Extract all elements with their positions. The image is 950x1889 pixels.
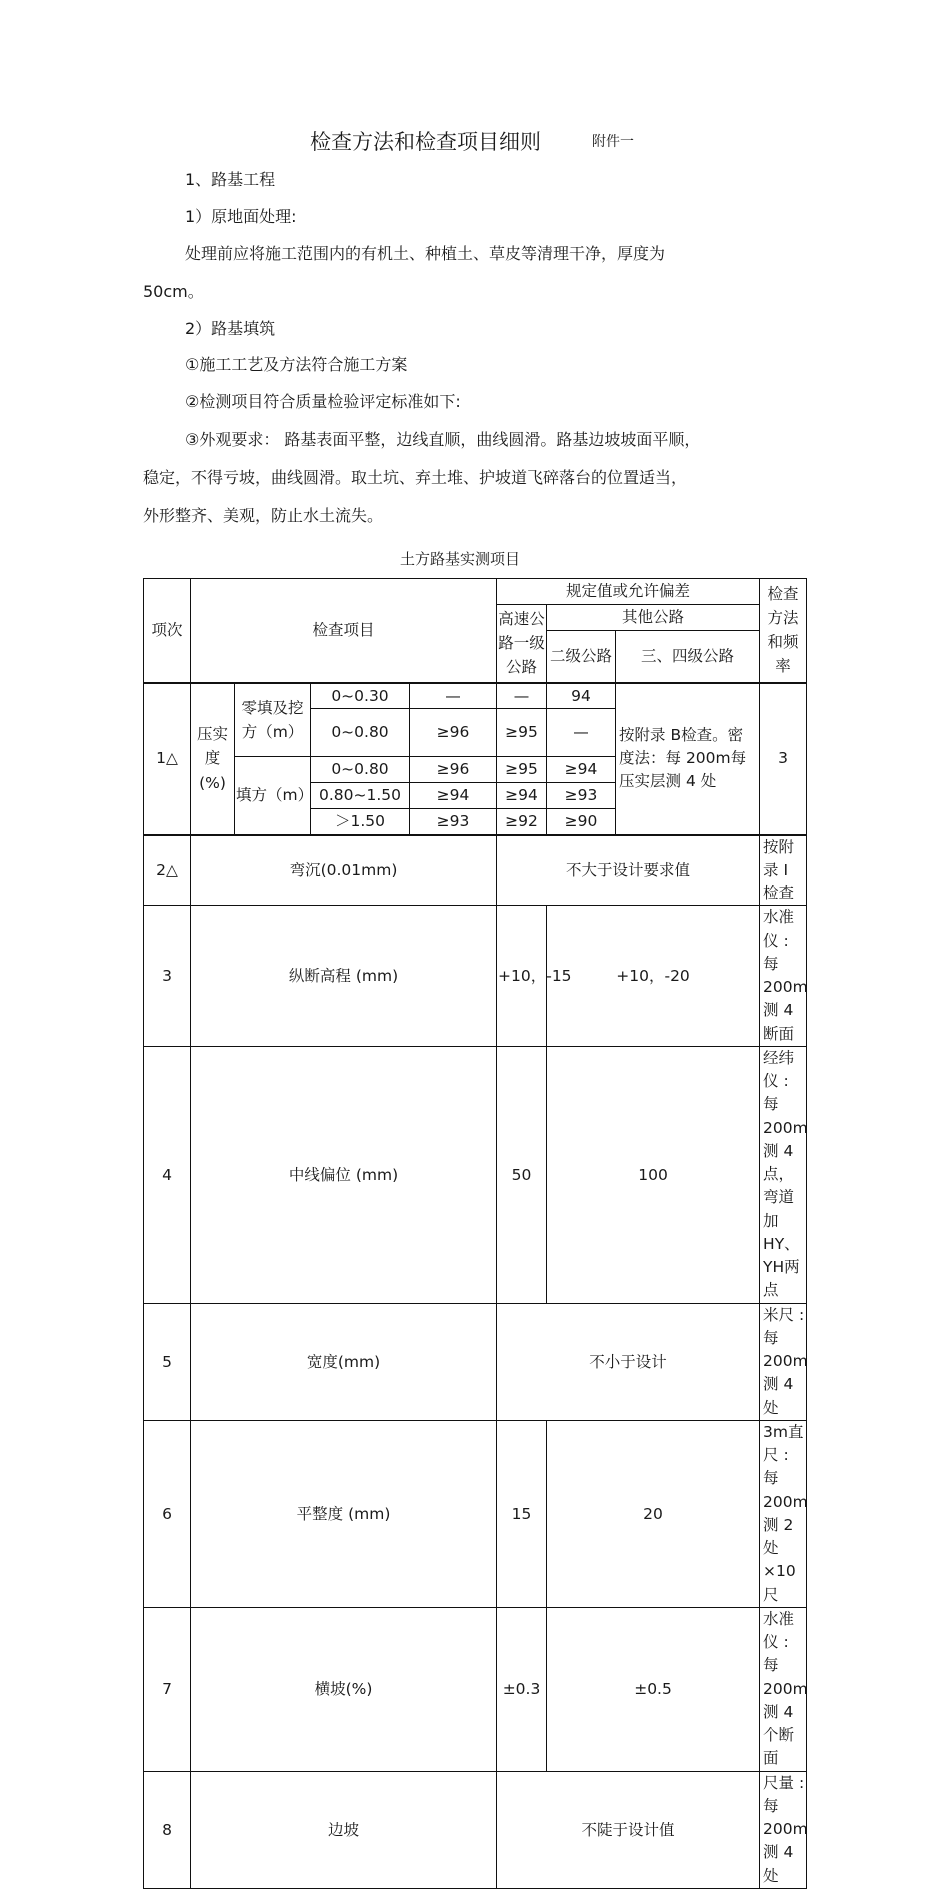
row1-seq: 1△ xyxy=(144,683,191,835)
row4-v2: 100 xyxy=(547,1046,760,1303)
row6-item: 平整度 (mm) xyxy=(191,1420,497,1607)
row5-value: 不小于设计 xyxy=(497,1303,760,1420)
header-grade34: 三、四级公路 xyxy=(616,631,760,683)
row7-method: 水准仪 : 每 200m测 4 个断面 xyxy=(760,1607,807,1771)
row7-v2: ±0.5 xyxy=(547,1607,760,1771)
row1-v1: ≥96 xyxy=(410,757,497,783)
section-heading: 1、路基工程 xyxy=(185,170,276,189)
row5-method: 米尺 : 每 200m测 4 处 xyxy=(760,1303,807,1420)
row1-depth: ＞1.50 xyxy=(311,809,410,835)
row1-v3: ≥90 xyxy=(547,809,616,835)
header-seq: 项次 xyxy=(144,579,191,683)
page-title: 检查方法和检查项目细则 xyxy=(310,130,541,154)
row1-zero-fill: 零填及挖方（m） xyxy=(235,683,311,757)
row1-v2: ≥95 xyxy=(497,757,547,783)
row1-name: 压实度(%) xyxy=(191,683,235,835)
row1-v1: ≥96 xyxy=(410,709,497,757)
row8-seq: 8 xyxy=(144,1771,191,1888)
row5-seq: 5 xyxy=(144,1303,191,1420)
row5-item: 宽度(mm) xyxy=(191,1303,497,1420)
row1-v3: — xyxy=(547,709,616,757)
row7-seq: 7 xyxy=(144,1607,191,1771)
row4-method: 经纬仪 : 每 200m测 4 点，弯道加 HY、YH两点 xyxy=(760,1046,807,1303)
paragraph-line: 50cm。 xyxy=(143,282,204,301)
row6-v1: 15 xyxy=(497,1420,547,1607)
row1-fill: 填方（m） xyxy=(235,757,311,835)
row3-seq: 3 xyxy=(144,906,191,1047)
row2-seq: 2△ xyxy=(144,835,191,906)
header-grade2: 二级公路 xyxy=(547,631,616,683)
header-item: 检查项目 xyxy=(191,579,497,683)
table-caption: 土方路基实测项目 xyxy=(400,550,521,568)
row1-v2: ≥92 xyxy=(497,809,547,835)
row7-item: 横坡(%) xyxy=(191,1607,497,1771)
list-item: ①施工工艺及方法符合施工方案 xyxy=(185,355,408,374)
header-spec: 规定值或允许偏差 xyxy=(497,579,760,605)
row1-weight: 3 xyxy=(760,683,807,835)
row1-depth: 0~0.80 xyxy=(311,757,410,783)
row1-v1: ≥94 xyxy=(410,783,497,809)
row1-v2: — xyxy=(497,683,547,709)
list-item: ②检测项目符合质量检验评定标准如下: xyxy=(185,392,461,411)
row1-v3: ≥93 xyxy=(547,783,616,809)
row1-depth: 0~0.30 xyxy=(311,683,410,709)
row2-method: 按附录 I 检查 xyxy=(760,835,807,906)
row6-seq: 6 xyxy=(144,1420,191,1607)
row2-value: 不大于设计要求值 xyxy=(497,835,760,906)
subsection-heading: 1）原地面处理: xyxy=(185,207,297,226)
row4-item: 中线偏位 (mm) xyxy=(191,1046,497,1303)
header-highway: 高速公路一级公路 xyxy=(497,605,547,683)
row6-v2: 20 xyxy=(547,1420,760,1607)
row8-item: 边坡 xyxy=(191,1771,497,1888)
list-item: ③外观要求： 路基表面平整，边线直顺，曲线圆滑。路基边坡坡面平顺， xyxy=(185,430,701,449)
paragraph-line: 稳定，不得亏坡，曲线圆滑。取土坑、弃土堆、护坡道飞碎落台的位置适当， xyxy=(143,468,688,487)
row1-v2: ≥95 xyxy=(497,709,547,757)
row3-method: 水准仪 : 每 200m测 4 断面 xyxy=(760,906,807,1047)
row2-item: 弯沉(0.01mm) xyxy=(191,835,497,906)
row3-v2: +10，-20 xyxy=(547,906,760,1047)
row4-v1: 50 xyxy=(497,1046,547,1303)
row7-v1: ±0.3 xyxy=(497,1607,547,1771)
row3-v1: +10，-15 xyxy=(497,906,547,1047)
row4-seq: 4 xyxy=(144,1046,191,1303)
row1-v1: ≥93 xyxy=(410,809,497,835)
header-method: 检查方法和频率 xyxy=(760,579,807,683)
row1-v2: ≥94 xyxy=(497,783,547,809)
paragraph-line: 处理前应将施工范围内的有机土、种植土、草皮等清理干净，厚度为 xyxy=(185,244,666,263)
inspection-table xyxy=(143,578,807,1889)
row1-method: 按附录 B检查。密度法：每 200m每压实层测 4 处 xyxy=(616,683,760,835)
row8-method: 尺量 : 每 200m测 4 处 xyxy=(760,1771,807,1888)
row1-depth: 0.80~1.50 xyxy=(311,783,410,809)
attachment-label: 附件一 xyxy=(592,134,634,150)
row1-v3: 94 xyxy=(547,683,616,709)
row1-v3: ≥94 xyxy=(547,757,616,783)
paragraph-line: 外形整齐、美观，防止水土流失。 xyxy=(143,506,384,525)
row1-depth: 0~0.80 xyxy=(311,709,410,757)
header-other: 其他公路 xyxy=(547,605,760,631)
row8-value: 不陡于设计值 xyxy=(497,1771,760,1888)
row3-item: 纵断高程 (mm) xyxy=(191,906,497,1047)
row6-method: 3m直尺 : 每 200m测 2 处×10 尺 xyxy=(760,1420,807,1607)
subsection-heading: 2）路基填筑 xyxy=(185,319,276,338)
row1-v1: — xyxy=(410,683,497,709)
